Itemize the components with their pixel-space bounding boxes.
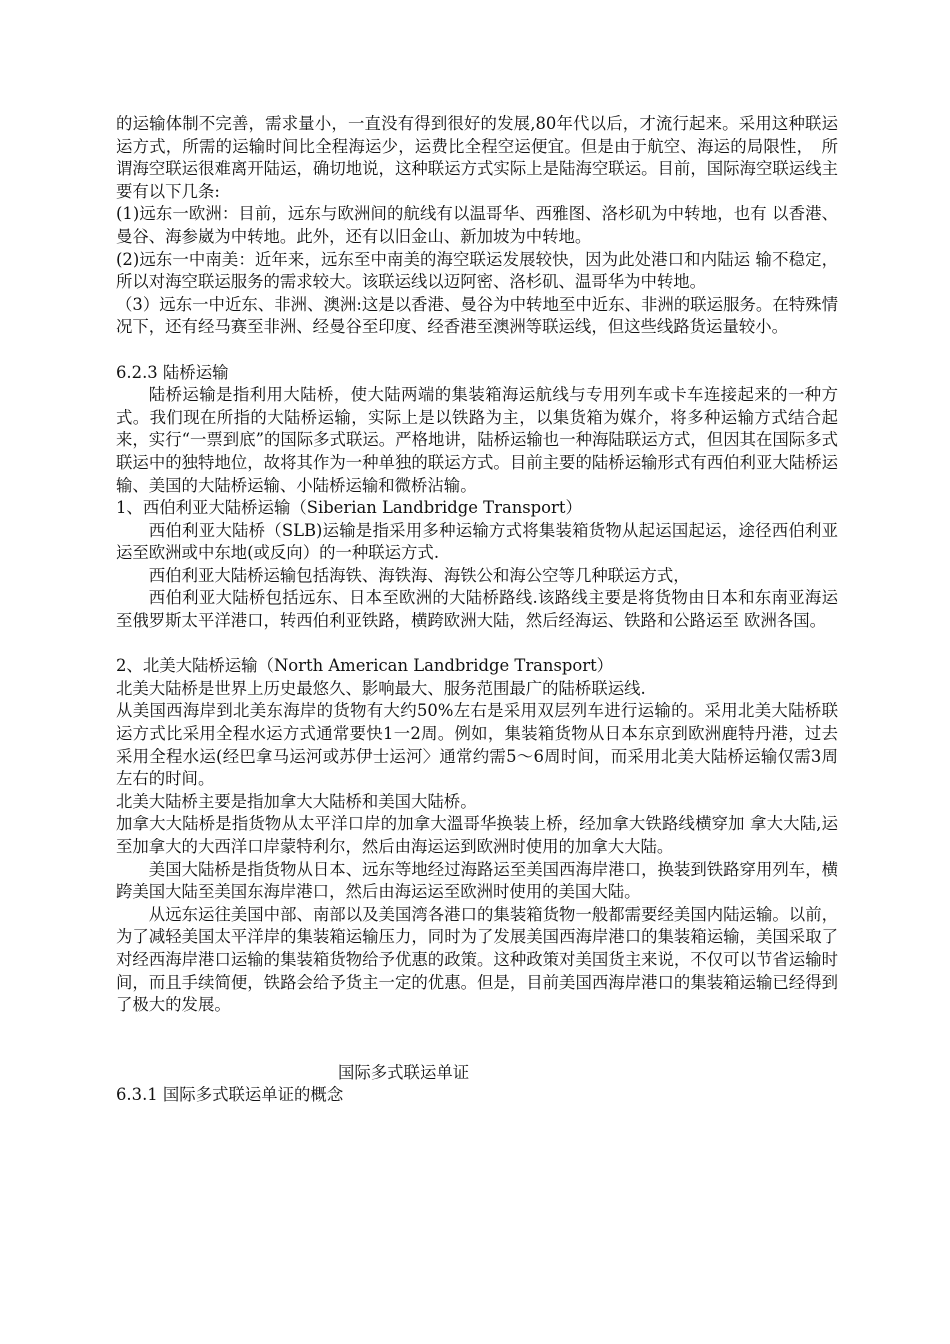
document-page	[116, 113, 838, 1107]
paragraph-na-bridge-types: 北美大陆桥主要是指加拿大大陆桥和美国大陆桥。	[116, 791, 477, 811]
spacer	[116, 633, 838, 656]
section-title-documents: 国际多式联运单证	[338, 1062, 470, 1082]
paragraph-route-near-east: （3）远东一中近东、非洲、澳洲:这是以香港、曼谷为中转地至中近东、非洲的联运服务。在特殊情况下，还有经马赛至非洲、经曼谷至印度、经香港至澳洲等联运线，但这些线路货运量较小。	[116, 294, 838, 337]
paragraph-route-europe: (1)远东一欧洲：目前，远东与欧洲间的航线有以温哥华、西雅图、洛杉矶为中转地，也有 以香港、曼谷、海参崴为中转地。此外，还有以旧金山、新加坡为中转地。	[116, 204, 838, 246]
paragraph-slb-routes: 西伯利亚大陆桥包括远东、日本至欧洲的大陆桥路线.该路线主要是将货物由日本和东南亚海运至俄罗斯太平洋港口，转西伯利亚铁路，横跨欧洲大陆，然后经海运、铁路和公路运至 欧洲各国。	[116, 588, 838, 631]
paragraph-route-latin-america: (2)远东一中南美：近年来，远东至中南美的海空联运发展较快，因为此处港口和内陆运 输不稳定，所以对海空联运服务的需求较大。该联运线以迈阿密、洛杉矶、温哥华为中转地。	[116, 249, 838, 292]
spacer	[116, 1017, 838, 1062]
paragraph-land-bridge-definition: 陆桥运输是指利用大陆桥，使大陆两端的集装箱海运航线与专用列车或卡车连接起来的一种方式。我们现在所指的大陆桥运输，实际上是以铁路为主，以集货箱为媒介，将多种运输方式结合起来，实行“一票到底”的国际多式联运。严格地讲，陆桥运输也一种海陆联运方式，但因其在国际多式联运中的独特地位，故将其作为一种单独的联运方式。目前主要的陆桥运输形式有西伯利亚大陆桥运输、美国的大陆桥运输、小陆桥运输和微桥沾输。	[116, 385, 838, 495]
paragraph-slb-modes: 西伯利亚大陆桥运输包括海铁、海铁海、海铁公和海公空等几种联运方式，	[148, 565, 690, 585]
section-heading-land-bridge: 6.2.3 陆桥运输	[116, 362, 229, 382]
spacer	[116, 339, 838, 362]
paragraph-us-bridge: 美国大陆桥是指货物从日本、远东等地经过海路运至美国西海岸港口，换装到铁路穿用列车，横跨美国大陆至美国东海岸港口，然后由海运运至欧洲时使用的美国大陆。	[116, 859, 838, 902]
paragraph-canada-bridge: 加拿大大陆桥是指货物从太平洋口岸的加拿大溫哥华换装上桥，经加拿大铁路线横穿加 拿大大陆,运至加拿大的大西洋口岸蒙特利尔，然后由海运运到欧洲时使用的加拿大大陆。	[116, 814, 838, 856]
subheading-siberian-bridge: 1、西伯利亚大陆桥运输（Siberian Landbridge Transport）	[116, 498, 582, 518]
paragraph-intro: 的运输体制不完善，需求量小，一直没有得到很好的发展,80年代以后，才流行起来。采用这种联运运方式，所需的运输时间比全程海运少，运费比全程空运便宜。但是由于航空、海运的局限性， 所谓海空联运很难离开陆运，确切地说，这种联运方式实际上是陆海空联运。目前，国际海空联运线主要有以下几条:	[116, 114, 838, 201]
paragraph-us-inland: 从远东运往美国中部、南部以及美国湾各港口的集装箱货物一般都需要经美国内陆运输。以前，为了减轻美国太平洋岸的集装箱运输压力，同时为了发展美国西海岸港口的集装箱运输，美国采取了对经西海岸港口运输的集装箱货物给予优惠的政策。这种政策对美国货主来说，不仅可以节省运输时间，而且手续简便，铁路会给予货主一定的优惠。但是，目前美国西海岸港口的集装箱运输已经得到了极大的发展。	[116, 904, 838, 1015]
paragraph-slb-definition: 西伯利亚大陆桥（SLB)运输是指采用多种运输方式将集装箱货物从起运国起运，途径西伯利亚运至欧洲或中东地(或反向）的一种联运方式.	[116, 520, 838, 563]
paragraph-na-bridge-speed: 从美国西海岸到北美东海岸的货物有大约50%左右是采用双层列车进行运输的。采用北美大陆桥联运方式比采用全程水运方式通常要快1一2周。例如，集装箱货物从日本东京到欧洲鹿特丹港，过去采用全程水运(经巴拿马运河或苏伊士运河〉通常约需5〜6周时间，而采用北美大陆桥运输仅需3周左右的时间。	[116, 701, 838, 789]
paragraph-na-bridge-intro: 北美大陆桥是世界上历史最悠久、影响最大、服务范围最广的陆桥联运线.	[116, 678, 646, 698]
section-heading-document-concept: 6.3.1 国际多式联运单证的概念	[116, 1085, 344, 1105]
subheading-north-american-bridge: 2、北美大陆桥运输（North American Landbridge Transport）	[116, 656, 614, 676]
